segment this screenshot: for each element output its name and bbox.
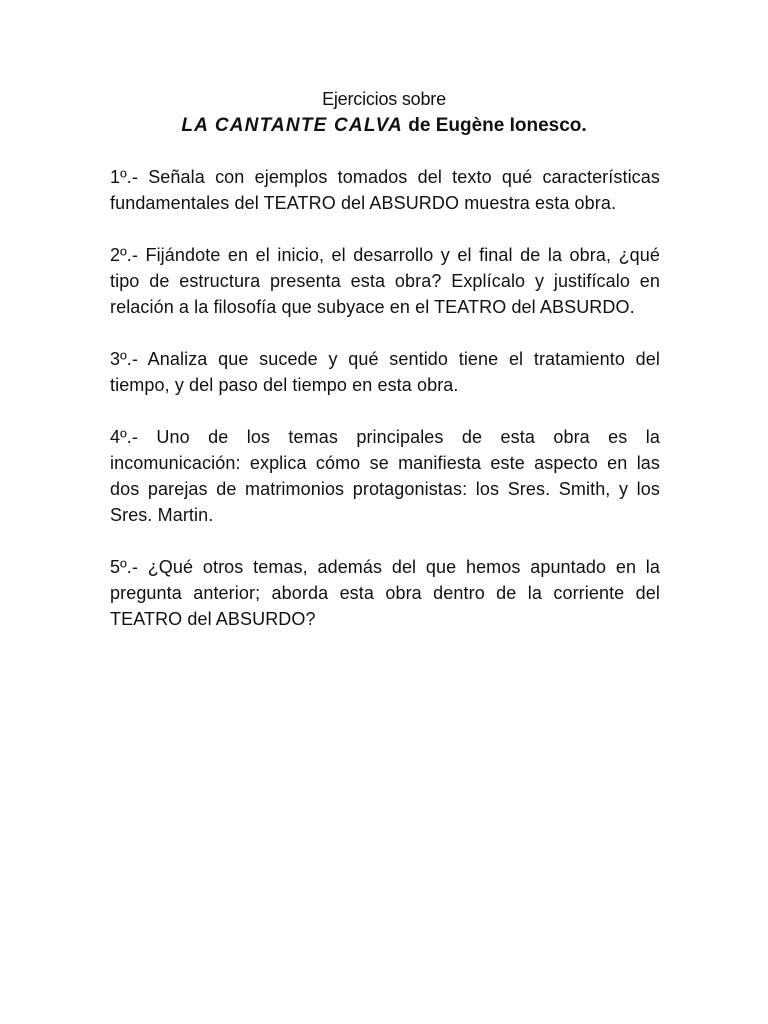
document-header: [0, 86, 768, 139]
document-title: [0, 113, 768, 139]
question-1: 1º.- Señala con ejemplos tomados del texto qué características fundamentales del TEATRO del ABSURDO muestra esta obra.: [110, 167, 660, 213]
question-2: 2º.- Fijándote en el inicio, el desarrollo y el final de la obra, ¿qué tipo de estructura presenta esta obra? Explícalo y justifícalo en relación a la filosofía que subyace en el TEATRO del ABSURDO.: [110, 245, 660, 317]
question-list: [110, 164, 660, 658]
document-subtitle: Ejercicios sobre: [322, 89, 446, 109]
question-5: 5º.- ¿Qué otros temas, además del que hemos apuntado en la pregunta anterior; aborda esta obra dentro de la corriente del TEATRO del ABSURDO?: [110, 557, 660, 629]
question-4: 4º.- Uno de los temas principales de esta obra es la incomunicación: explica cómo se manifiesta este aspecto en las dos parejas de matrimonios protagonistas: los Sres. Smith, y los Sres. Martin.: [110, 427, 660, 525]
author-line: de Eugène Ionesco.: [402, 115, 587, 136]
question-3: 3º.- Analiza que sucede y qué sentido tiene el tratamiento del tiempo, y del paso del tiempo en esta obra.: [110, 349, 660, 395]
work-title: LA CANTANTE CALVA: [181, 115, 403, 136]
